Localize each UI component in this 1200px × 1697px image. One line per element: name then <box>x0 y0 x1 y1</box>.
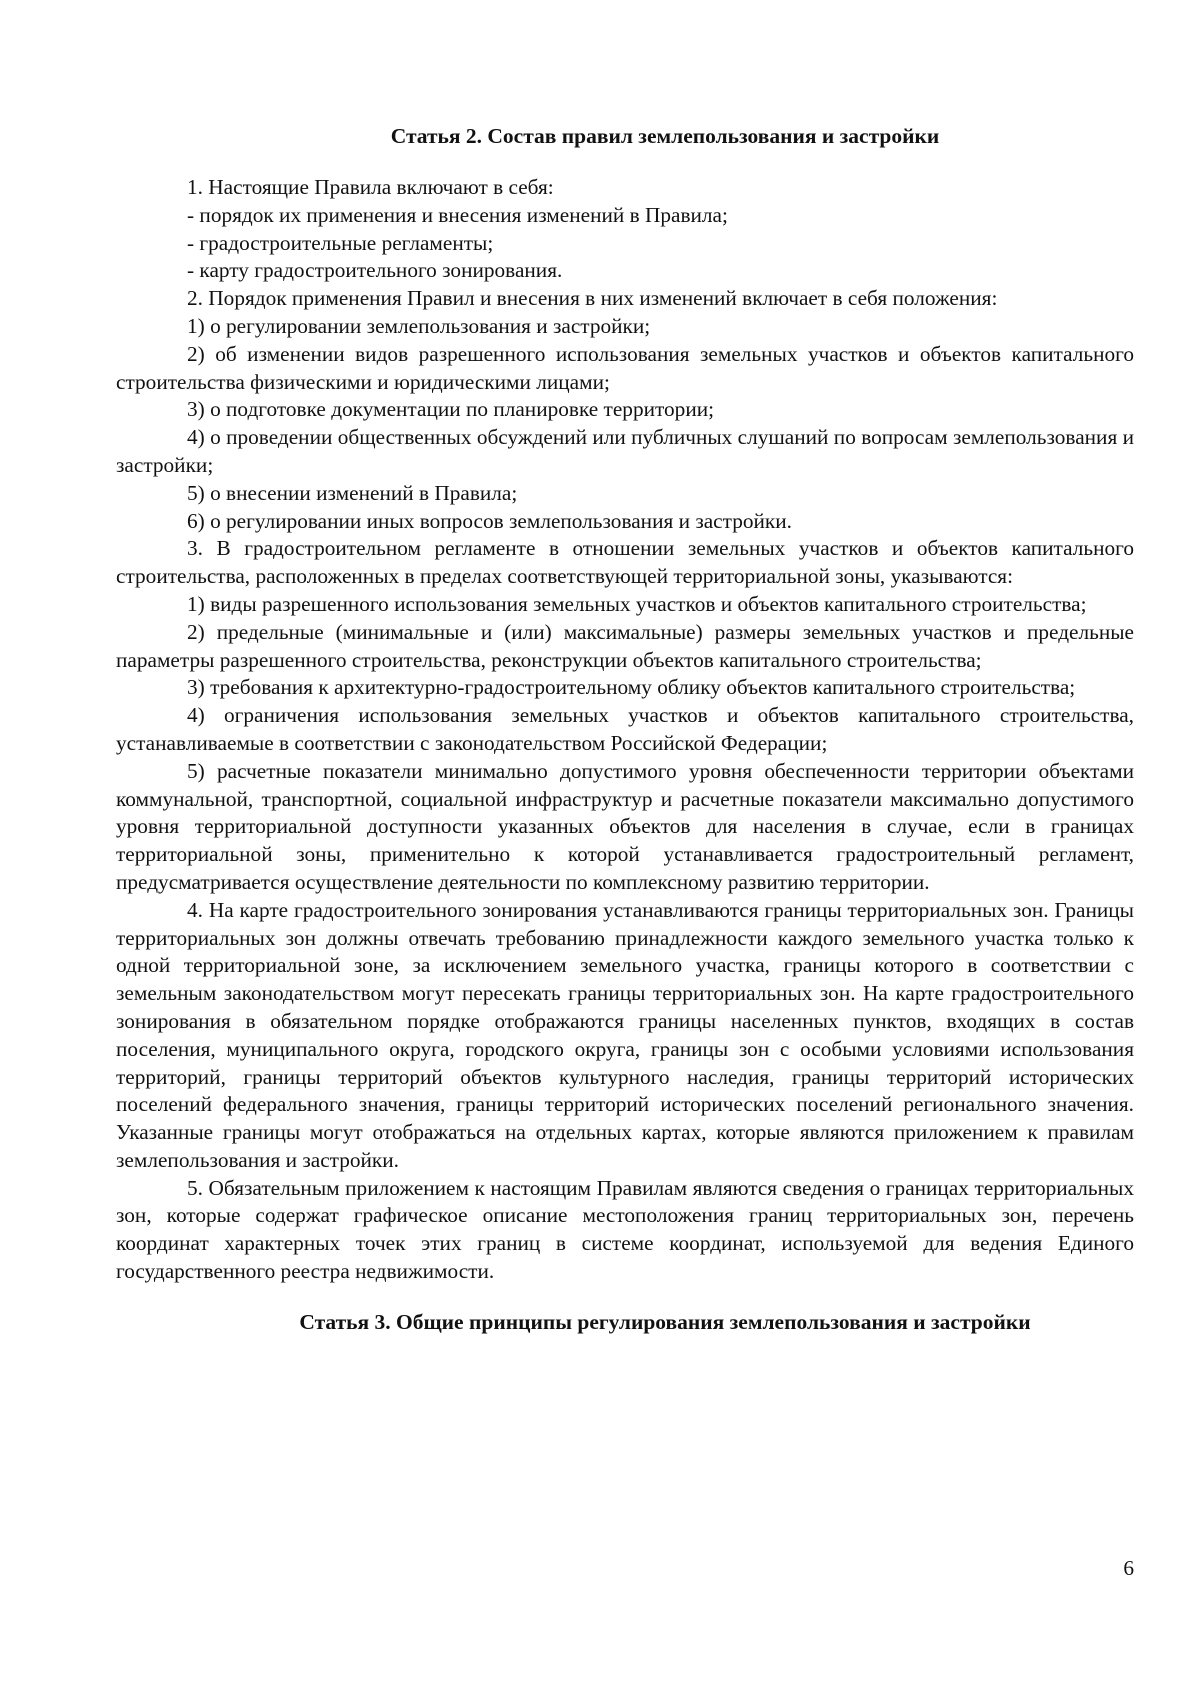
paragraph: 2. Порядок применения Правил и внесения в них изменений включает в себя положения: <box>187 286 998 311</box>
page-number: 6 <box>1123 1556 1134 1580</box>
list-item: - градостроительные регламенты; <box>187 230 494 255</box>
list-item: 1) о регулировании землепользования и застройки; <box>187 313 651 338</box>
list-item: 5) расчетные показатели минимально допустимого уровня обеспеченности территории объектами коммунальной, транспортной, социальной инфраструктур и расчетные показатели максимально допустимого уровня территориальной доступности указанных объектов для населения в случае, если в границах территориальной зоны, применительно к которой устанавливается градостроительный регламент, предусматривается осуществление деятельности по комплексному развитию территории. <box>116 758 1134 894</box>
list-item: 1) виды разрешенного использования земельных участков и объектов капитального строительства; <box>187 591 1087 616</box>
list-item: 2) об изменении видов разрешенного использования земельных участков и объектов капитального строительства физическими и юридическими лицами; <box>116 341 1134 394</box>
paragraph: 3. В градостроительном регламенте в отношении земельных участков и объектов капитального строительства, расположенных в пределах соответствующей территориальной зоны, указываются: <box>116 536 1134 589</box>
list-item: 4) о проведении общественных обсуждений или публичных слушаний по вопросам землепользования и застройки; <box>116 425 1134 477</box>
paragraph: 5. Обязательным приложением к настоящим Правилам являются сведения о границах территориальных зон, которые содержат графическое описание местоположения границ территориальных зон, перечень координат характерных точек этих границ в системе координат, используемой для ведения Единого государственного реестра недвижимости. <box>116 1175 1134 1284</box>
list-item: - карту градостроительного зонирования. <box>187 258 563 283</box>
article-2-body <box>116 174 1134 1286</box>
list-item: 2) предельные (минимальные и (или) максимальные) размеры земельных участков и предельные параметры разрешенного строительства, реконструкции объектов капитального строительства; <box>116 619 1134 672</box>
list-item: 5) о внесении изменений в Правила; <box>187 480 518 505</box>
paragraph: 1. Настоящие Правила включают в себя: <box>187 175 554 199</box>
list-item: 3) требования к архитектурно-градостроительному облику объектов капитального строительства; <box>187 675 1076 700</box>
list-item: 3) о подготовке документации по планировке территории; <box>187 397 715 422</box>
list-item: 4) ограничения использования земельных участков и объектов капитального строительства, устанавливаемые в соответствии с законодательством Российской Федерации; <box>116 703 1134 755</box>
list-item: - порядок их применения и внесения изменений в Правила; <box>187 202 728 227</box>
page-content <box>116 122 1134 1336</box>
paragraph: 4. На карте градостроительного зонирования устанавливаются границы территориальных зон. Границы территориальных зон должны отвечать требованию принадлежности каждого земельного участка только к одной территориальной зоне, за исключением земельного участка, границы которого в соответствии с земельным законодательством могут пересекать границы территориальных зон. На карте градостроительного зонирования в обязательном порядке отображаются границы населенных пунктов, входящих в состав поселения, муниципального округа, городского округа, границы зон с особыми условиями использования территорий, границы территорий объектов культурного наследия, границы территорий исторических поселений федерального значения, границы территорий исторических поселений регионального значения. Указанные границы могут отображаться на отдельных картах, которые являются приложением к правилам землепользования и застройки. <box>116 897 1134 1172</box>
article-3-title: Статья 3. Общие принципы регулирования землепользования и застройки <box>299 1309 1031 1334</box>
list-item: 6) о регулировании иных вопросов землепользования и застройки. <box>187 508 792 533</box>
article-2-title: Статья 2. Состав правил землепользования и застройки <box>390 124 940 148</box>
